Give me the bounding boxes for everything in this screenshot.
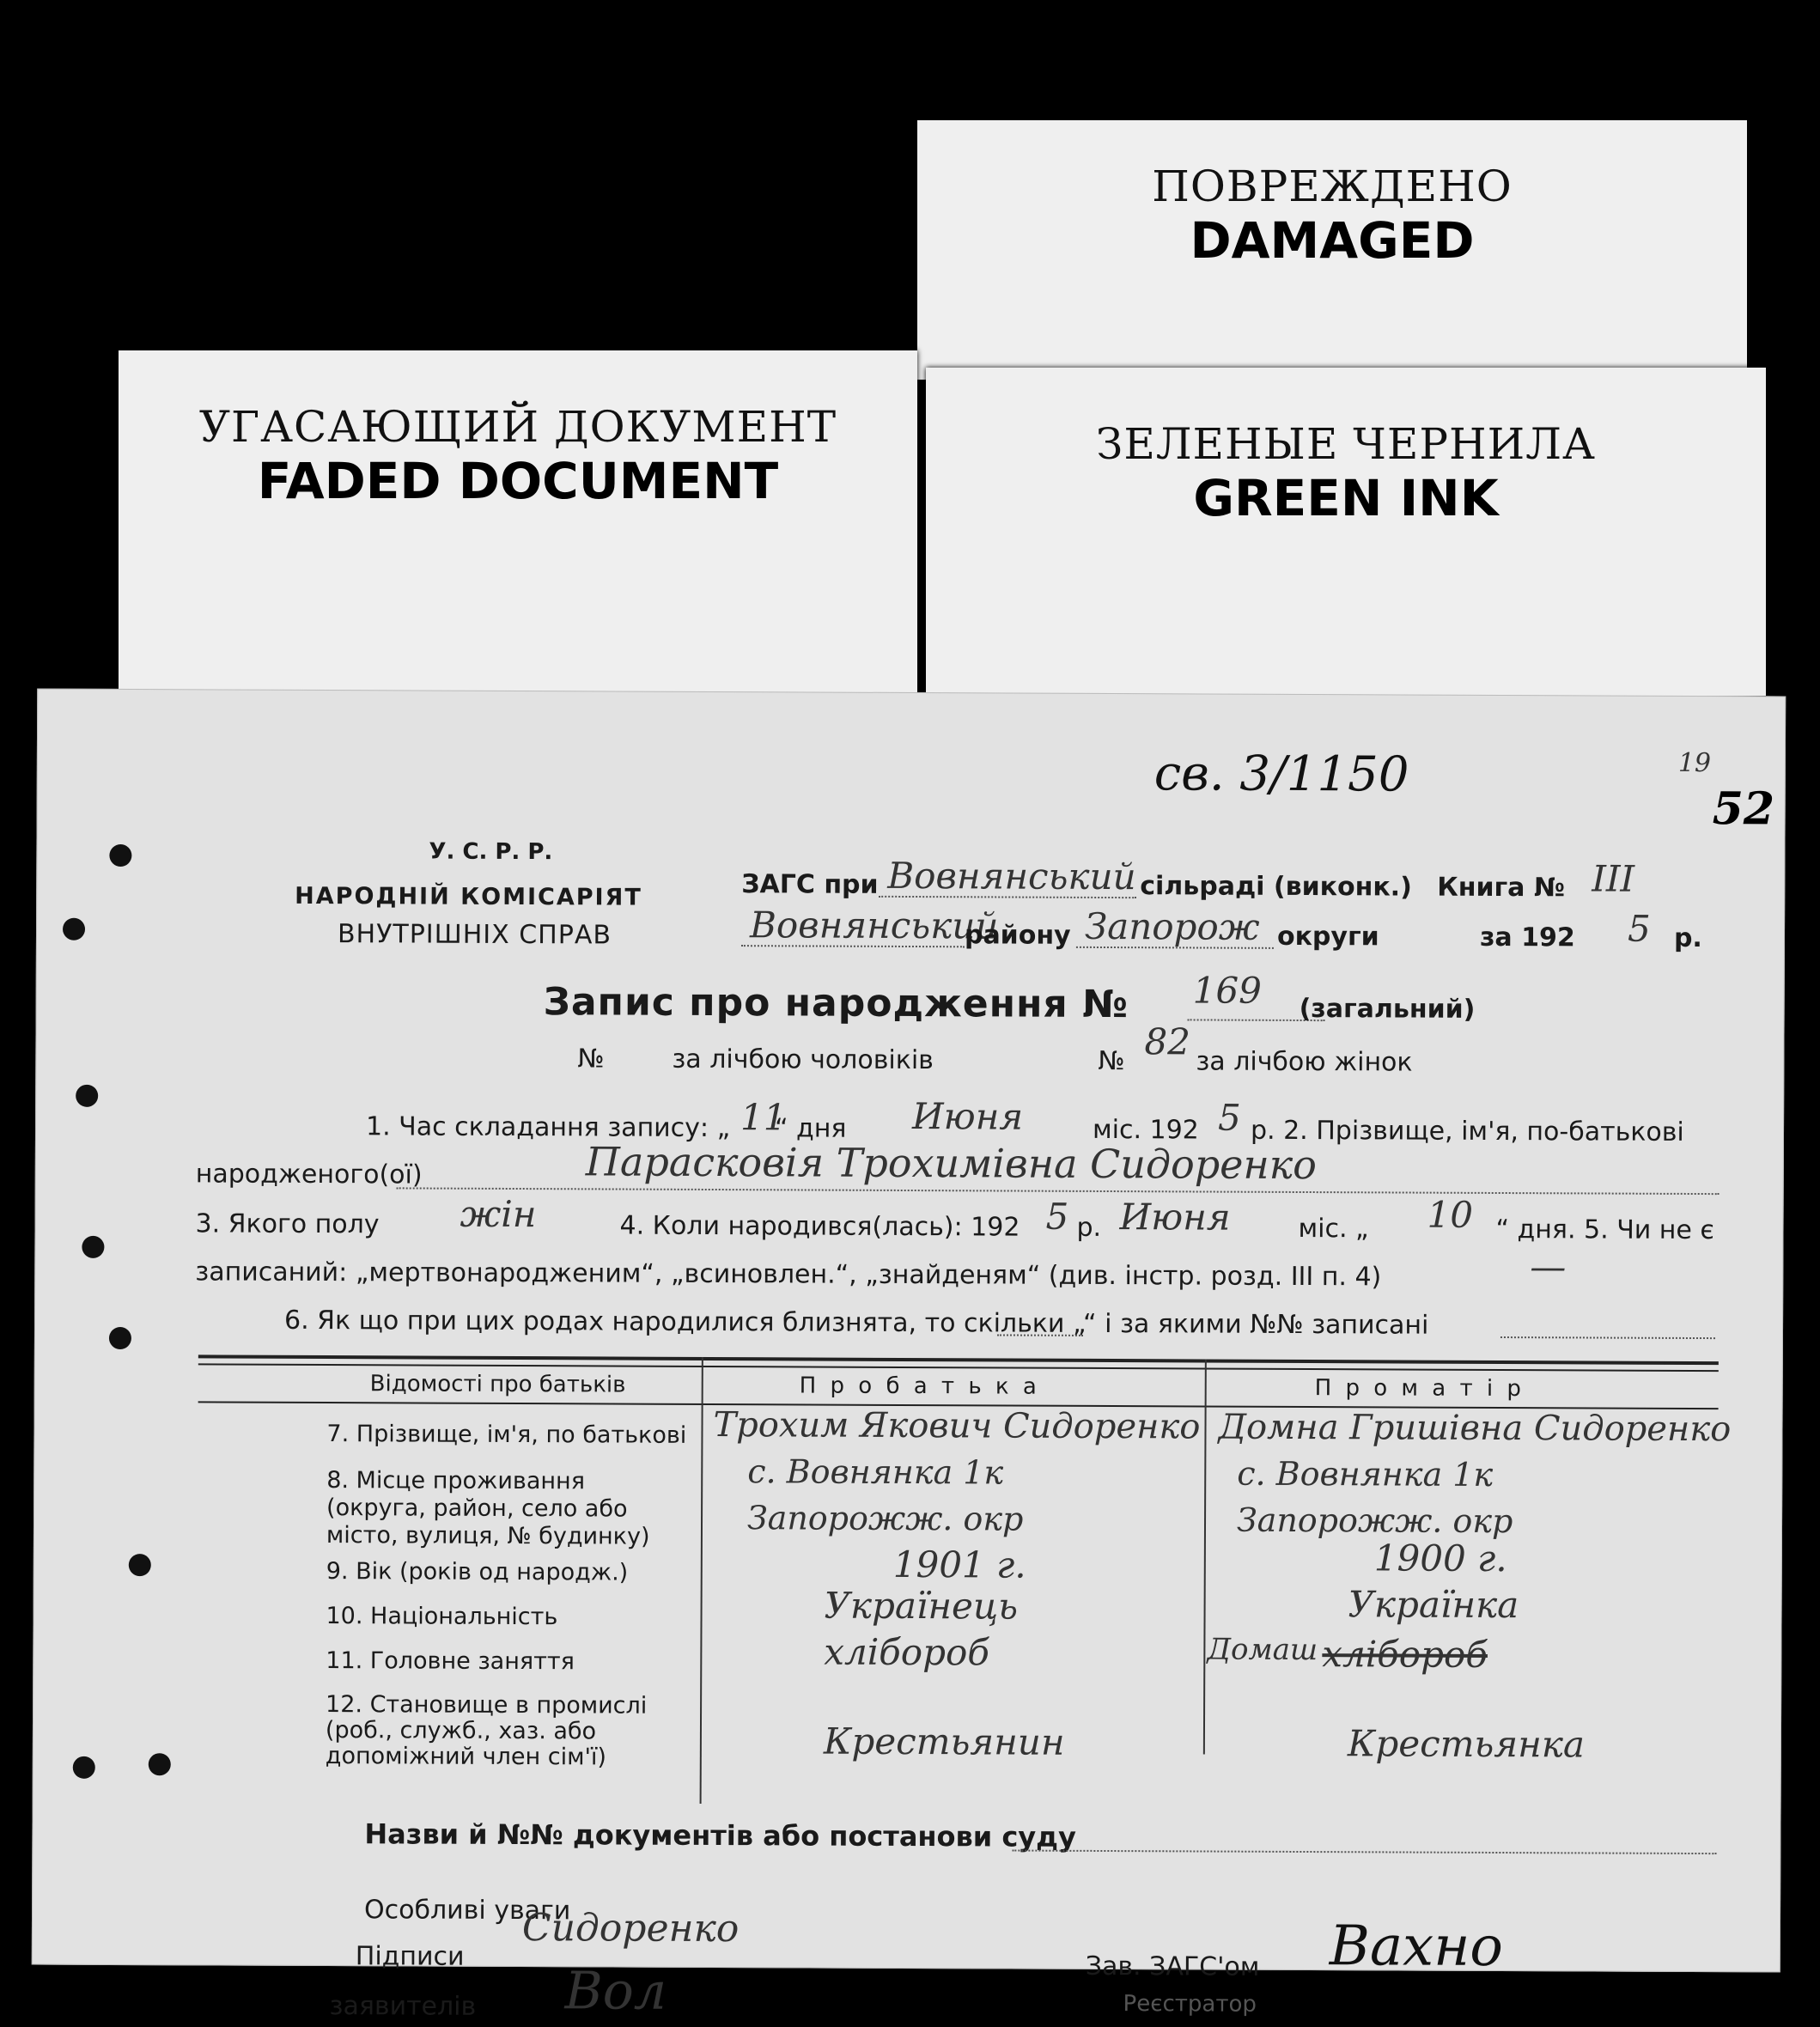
head-signature: Вахно [1329,1914,1504,1980]
col-father-header: П р о б а т ь к а [799,1373,1040,1400]
men-label: за лічбою чоловіків [672,1044,934,1076]
council-label: сільраді (виконк.) [1140,871,1412,903]
applicant-signature-1: Сидоренко [521,1906,740,1951]
corner-small: 19 [1677,747,1712,779]
record-title-suffix: (загальний) [1299,993,1476,1025]
col-mother-header: П р о м а т і р [1314,1375,1525,1403]
docs-label: Назви й №№ документів або постанови суду [364,1817,1076,1854]
row-7-label: 7. Прізвище, ім'я, по батькові [326,1421,687,1449]
f5-line: записаний: „мертвонародженим“, „всиновлен.“, „знайденям“ (див. інстр. розд. III п. 4) [195,1257,1382,1293]
okrug-value: Запорож [1084,904,1260,948]
applicants-label: заявителів [329,1991,477,2022]
commissariat-line-1: НАРОДНІЙ КОМІСАРІЯТ [295,882,642,911]
row-8-label: 8. Місце проживання (округа, район, село або місто, вулиця, № будинку) [326,1467,650,1550]
f1-month: Июня [911,1095,1024,1138]
father-name: Трохим Якович Сидоренко [713,1405,1201,1447]
f4-label: 4. Коли народився(лась): 192 [619,1210,1020,1243]
faded-en: FADED DOCUMENT [257,452,779,510]
book-label: Книга № [1437,872,1566,904]
f6-mid: “ і за якими №№ записані [1082,1308,1429,1341]
district-value: Вовнянський [749,904,999,947]
mother-occupation: хлібороб [1322,1633,1488,1676]
punch-hole [76,1085,98,1107]
f1-day: 11 [740,1096,787,1139]
row-9-label: 9. Вік (років од народж.) [326,1558,629,1586]
mother-address: с. Вовнянка 1к Запорожж. окр [1236,1454,1513,1541]
head-label: Зав. ЗАГС'ом [1085,1951,1260,1982]
damaged-ru: ПОВРЕЖДЕНО [1152,161,1513,211]
women-no-label: № [1098,1045,1125,1077]
f4-r: р. [1076,1212,1102,1243]
archive-note: св. 3/1150 [1153,746,1409,803]
father-age: 1901 г. [892,1543,1026,1586]
green-ru: ЗЕЛЕНЫЕ ЧЕРНИЛА [1096,419,1596,469]
year-value: 5 [1627,907,1651,950]
punch-hole [82,1236,104,1258]
men-no-label: № [577,1044,605,1074]
birth-day: 10 [1427,1193,1474,1236]
col-info-header: Відомості про батьків [369,1371,626,1398]
f1-rest: р. 2. Прізвище, ім'я, по-батькові [1250,1115,1684,1147]
district-label: району [964,920,1071,951]
f5-label: “ дня. 5. Чи не є [1495,1214,1714,1246]
mother-age: 1900 г. [1373,1537,1507,1580]
year-suffix: р. [1673,922,1702,954]
row-10-label: 10. Національність [326,1603,558,1631]
father-nationality: Українець [824,1584,1019,1628]
damaged-card [917,120,1747,380]
mother-occupation-correction: Домаш [1207,1632,1318,1668]
punch-hole [129,1554,151,1576]
women-value: 82 [1144,1020,1191,1063]
f4-mis: міс. „ [1298,1213,1369,1245]
f1-day-suffix: “ дня [774,1113,847,1144]
sex-value: жін [460,1192,537,1236]
birth-record-form [32,689,1786,2022]
zags-value: Вовнянський [887,854,1136,898]
page-number: 52 [1712,782,1775,836]
applicant-signature-2: Вол [564,1961,667,2022]
damaged-en: DAMAGED [1190,211,1475,270]
f2-label: народженого(ої) [195,1159,423,1190]
mother-nationality: Українка [1348,1583,1519,1627]
punch-hole [149,1753,171,1775]
f1-year: 5 [1217,1096,1241,1139]
okrug-label: округи [1276,921,1379,953]
ussr-label: У. С. Р. Р. [429,838,553,866]
f6-line: 6. Як що при цих родах народилися близнята, то скільки „ [283,1305,1087,1339]
father-status: Крестьянин [823,1720,1065,1763]
women-label: за лічбою жінок [1196,1046,1413,1078]
green-ink-card [926,368,1766,696]
punch-hole [109,844,131,867]
birth-month: Июня [1119,1196,1231,1239]
record-title: Запис про народження № [543,980,1129,1027]
signatures-label: Підписи [355,1941,465,1972]
commissariat-line-2: ВНУТРІШНІХ СПРАВ [337,919,612,951]
year-label: за 192 [1479,922,1575,953]
birth-year: 5 [1045,1195,1069,1238]
punch-hole [73,1756,95,1779]
registrar-label: Реєстратор [1123,1991,1257,2018]
book-value: III [1592,857,1635,900]
father-address: с. Вовнянка 1к Запорожж. окр [746,1452,1024,1538]
mother-status: Крестьянка [1347,1722,1586,1766]
row-11-label: 11. Головне заняття [326,1647,575,1676]
green-en: GREEN INK [1193,469,1499,527]
child-name: Парасковія Трохимівна Сидоренко [585,1138,1318,1189]
f5-value: — [1530,1245,1567,1288]
mother-name: Домна Гришівна Сидоренко [1218,1407,1732,1450]
punch-hole [63,918,85,940]
faded-card [119,350,917,694]
f1-mis: міс. 192 [1092,1114,1199,1146]
punch-hole [109,1327,131,1349]
row-12-label: 12. Становище в промислі (роб., служб., хаз. або допоміжний член сім'ї) [325,1691,648,1771]
record-number: 169 [1192,969,1263,1012]
f3-label: 3. Якого полу [195,1208,380,1240]
father-occupation: хлібороб [824,1630,990,1674]
zags-prefix: ЗАГС при [741,869,879,900]
f1-label: 1. Час складання запису: „ [365,1111,731,1144]
notes-label: Особливі уваги [363,1895,571,1927]
faded-ru: УГАСАЮЩИЙ ДОКУМЕНТ [198,402,837,452]
